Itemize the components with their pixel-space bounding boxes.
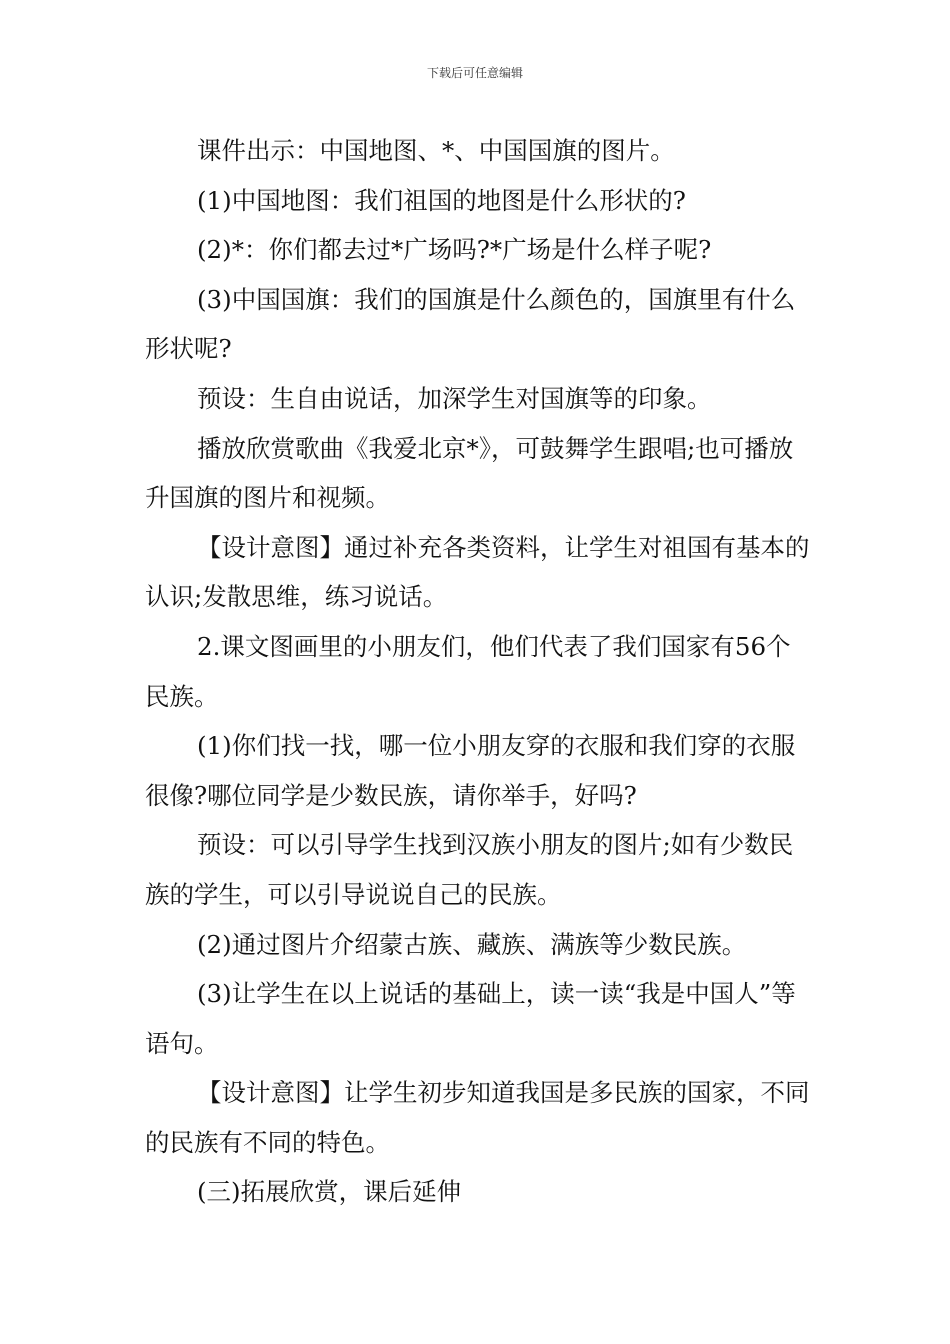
document-body <box>145 126 810 1217</box>
paragraph-preset-2: 预设：可以引导学生找到汉族小朋友的图片;如有少数民族的学生，可以引导说说自己的民族。 <box>145 830 794 909</box>
paragraph-song: 播放欣赏歌曲《我爱北京*》，可鼓舞学生跟唱;也可播放升国旗的图片和视频。 <box>145 433 794 513</box>
paragraph-square: (2)*：你们都去过*广场吗?*广场是什么样子呢? <box>197 235 712 265</box>
paragraph-china-map: (1)中国地图：我们祖国的地图是什么形状的? <box>197 185 686 215</box>
page-header: 下载后可任意编辑 <box>426 66 523 80</box>
paragraph-ethnic-groups: 2.课文图画里的小朋友们，他们代表了我们国家有56个民族。 <box>145 631 791 711</box>
paragraph-design-intent-1: 【设计意图】通过补充各类资料，让学生对祖国有基本的认识;发散思维，练习说话。 <box>145 532 810 612</box>
paragraph-find-clothes: (1)你们找一找，哪一位小朋友穿的衣服和我们穿的衣服很像?哪位同学是少数民族，请你举手，好吗? <box>145 731 796 810</box>
paragraph-preset-1: 预设：生自由说话，加深学生对国旗等的印象。 <box>197 383 712 413</box>
paragraph-read-sentences: (3)让学生在以上说话的基础上，读一读“我是中国人”等语句。 <box>145 979 796 1058</box>
paragraph-national-flag: (3)中国国旗：我们的国旗是什么颜色的，国旗里有什么形状呢? <box>145 284 796 364</box>
paragraph-courseware: 课件出示：中国地图、*、中国国旗的图片。 <box>197 136 675 165</box>
paragraph-introduce-minorities: (2)通过图片介绍蒙古族、藏族、满族等少数民族。 <box>197 929 747 959</box>
paragraph-design-intent-2: 【设计意图】让学生初步知道我国是多民族的国家，不同的民族有不同的特色。 <box>145 1078 810 1157</box>
paragraph-extension: (三)拓展欣赏，课后延伸 <box>197 1177 462 1207</box>
